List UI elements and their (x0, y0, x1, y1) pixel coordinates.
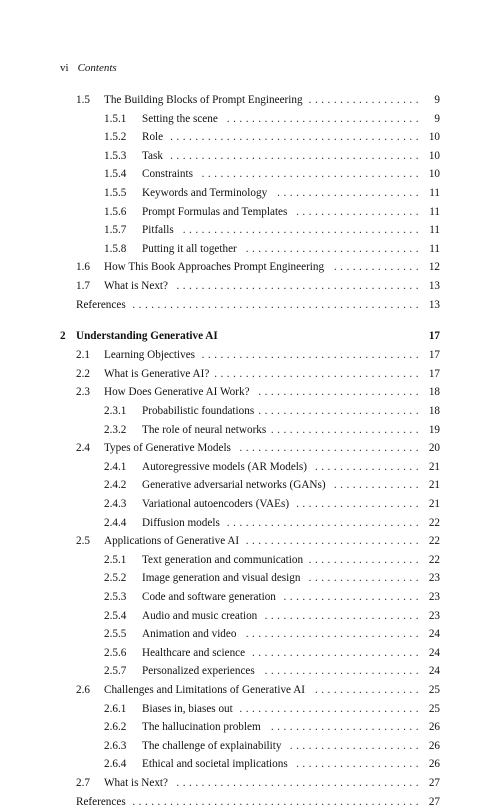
toc-entry-number: 2.4 (76, 442, 90, 455)
toc-entry-number: 2.4.4 (104, 516, 127, 529)
dot-leader: .............................................. (132, 298, 422, 311)
toc-entry-title: Healthcare and science (142, 646, 246, 659)
toc-entry-number: 2.5.1 (104, 553, 127, 566)
toc-entry-title: Generative adversarial networks (GANs) (142, 479, 326, 492)
toc-entry[interactable] (0, 755, 500, 774)
toc-entry-title: Challenges and Limitations of Generative AI (104, 684, 306, 696)
toc-entry[interactable] (0, 662, 500, 681)
dot-leader: .................. (308, 572, 422, 585)
toc-entry-title: References (76, 298, 126, 311)
page-folio: vi (60, 62, 69, 74)
toc-entry-number: 2.6.2 (104, 721, 127, 734)
toc-entry[interactable] (0, 700, 500, 719)
toc-entry-number: 2.6.1 (104, 702, 127, 715)
toc-entry-number: 2.7 (76, 777, 90, 789)
toc-entry[interactable] (0, 532, 500, 551)
toc-page-number: 21 (428, 498, 440, 510)
toc-page-number: 18 (428, 386, 440, 399)
toc-page-number: 23 (428, 609, 440, 622)
toc-entry-number: 2.5 (76, 535, 90, 548)
toc-entry-number: 1.5.2 (104, 131, 127, 144)
toc-page-number: 21 (428, 479, 440, 492)
dot-leader: ....................................... (176, 777, 422, 789)
toc-entry-title: Code and software generation (142, 591, 276, 603)
dot-leader: ............................. (239, 702, 422, 715)
toc-entry[interactable] (0, 458, 500, 477)
toc-chapter-entry[interactable] (0, 327, 500, 346)
toc-entry[interactable] (0, 551, 500, 570)
toc-entry-number: 1.5 (76, 94, 90, 106)
dot-leader: ............................... (226, 516, 422, 529)
toc-entry[interactable] (0, 240, 500, 259)
toc-entry-title: Pitfalls (142, 224, 174, 237)
dot-leader: ................................... (201, 349, 422, 362)
toc-entry-number: 1.5.4 (104, 168, 127, 181)
toc-page-number: 21 (428, 460, 440, 473)
toc-page-number: 22 (428, 553, 440, 566)
toc-entry-number: 2.5.7 (104, 665, 127, 678)
toc-entry[interactable] (0, 644, 500, 663)
toc-entry[interactable] (0, 383, 500, 402)
toc-entry[interactable] (0, 718, 500, 737)
toc-entry-title: Text generation and communication (142, 553, 304, 566)
toc-entry-title: Biases in, biases out (142, 702, 233, 715)
toc-entry[interactable] (0, 203, 500, 222)
dot-leader: ................................. (214, 367, 422, 380)
dot-leader: .................... (296, 498, 422, 510)
toc-page-number: 24 (428, 646, 440, 659)
dot-leader: ................. (314, 684, 422, 696)
toc-entry-number: 2.4.1 (104, 460, 127, 473)
toc-entry-number: 1.5.7 (104, 224, 127, 237)
toc-entry[interactable] (0, 346, 500, 365)
dot-leader: ................................... (201, 168, 422, 181)
toc-entry-title: Role (142, 131, 164, 144)
toc-page-number: 22 (428, 535, 440, 548)
toc-entry-title: Diffusion models (142, 516, 220, 529)
toc-entry-number: 1.5.8 (104, 242, 127, 255)
toc-entry[interactable] (0, 476, 500, 495)
toc-entry-number: 2.5.6 (104, 646, 127, 659)
dot-leader: ............................ (245, 535, 422, 548)
dot-leader: ........................... (251, 646, 422, 659)
toc-page-number: 26 (428, 739, 440, 752)
toc-entry[interactable] (0, 258, 500, 277)
toc-entry-title: How This Book Approaches Prompt Engineering (104, 261, 325, 274)
toc-page-number: 27 (428, 795, 440, 808)
toc-entry-number: 1.5.6 (104, 205, 127, 218)
toc-entry-title: Prompt Formulas and Templates (142, 205, 288, 218)
toc-entry-title: What is Next? (104, 280, 168, 292)
toc-page-number: 13 (428, 280, 440, 292)
toc-page-number: 25 (428, 684, 440, 696)
toc-page-number: 10 (428, 131, 440, 144)
toc-entry-title: The hallucination problem (142, 721, 261, 734)
toc-page-number: 26 (428, 758, 440, 771)
toc-page-number: 19 (428, 423, 440, 436)
toc-page-number: 27 (428, 777, 440, 789)
dot-leader: .................... (296, 205, 422, 218)
dot-leader: .................. (308, 94, 422, 106)
toc-entry-title: References (76, 795, 126, 808)
toc-entry-title: The role of neural networks (142, 423, 267, 436)
toc-page-number: 24 (428, 665, 440, 678)
toc-entry-title: Autoregressive models (AR Models) (142, 460, 307, 473)
toc-page-number: 18 (428, 405, 440, 417)
toc-page-number: 11 (429, 205, 440, 218)
dot-leader: .............. (333, 479, 422, 492)
toc-entry-title: Image generation and visual design (142, 572, 301, 585)
toc-entry-title: Putting it all together (142, 242, 237, 255)
toc-entry-number: 2.4.2 (104, 479, 127, 492)
toc-entry[interactable] (0, 221, 500, 240)
dot-leader: ......................... (264, 665, 422, 678)
toc-page-number: 17 (428, 330, 440, 343)
toc-entry[interactable] (0, 184, 500, 203)
toc-references-entry[interactable] (0, 793, 500, 812)
toc-entry-number: 1.7 (76, 280, 90, 292)
toc-page-number: 9 (434, 112, 440, 125)
toc-entry-number: 2.2 (76, 367, 90, 380)
toc-entry[interactable] (0, 421, 500, 440)
dot-leader: ........................................ (170, 149, 422, 162)
toc-page-number: 17 (428, 367, 440, 380)
toc-entry-title: Ethical and societal implications (142, 758, 288, 771)
toc-entry-title: The Building Blocks of Prompt Engineering (104, 94, 303, 106)
dot-leader: .......................... (258, 386, 422, 399)
toc-page-number: 23 (428, 572, 440, 585)
toc-entry-title: Probabilistic foundations (142, 405, 255, 417)
toc-entry-title: The challenge of explainability (142, 739, 282, 752)
dot-leader: ...................... (283, 591, 422, 603)
toc-page-number: 17 (428, 349, 440, 362)
dot-leader: ....................................... (176, 280, 422, 292)
toc-entry[interactable] (0, 91, 500, 110)
toc-entry-title: Task (142, 149, 163, 162)
toc-entry-number: 2.3 (76, 386, 90, 399)
toc-entry[interactable] (0, 402, 500, 421)
dot-leader: .................. (308, 553, 422, 566)
toc-entry-number: 2.1 (76, 349, 90, 362)
toc-page-number: 11 (429, 187, 440, 199)
dot-leader: ............................. (239, 442, 422, 455)
toc-entry-title: Variational autoencoders (VAEs) (142, 498, 290, 510)
toc-entry[interactable] (0, 365, 500, 384)
toc-entry-title: Setting the scene (142, 112, 218, 125)
dot-leader: ............................ (245, 242, 422, 255)
dot-leader: ......................... (264, 609, 422, 622)
toc-entry[interactable] (0, 128, 500, 147)
toc-entry-number: 2.3.1 (104, 405, 127, 417)
toc-entry-title: Types of Generative Models (104, 442, 231, 455)
toc-page-number: 11 (429, 224, 440, 237)
toc-entry[interactable] (0, 681, 500, 700)
toc-entry[interactable] (0, 439, 500, 458)
toc-entry-number: 2.4.3 (104, 498, 127, 510)
toc-entry-title: Applications of Generative AI (104, 535, 240, 548)
toc-page-number: 12 (428, 261, 440, 274)
dot-leader: ........................................ (170, 131, 422, 144)
toc-entry-title: Audio and music creation (142, 609, 258, 622)
toc-page-number: 10 (428, 168, 440, 181)
toc-entry[interactable] (0, 588, 500, 607)
toc-entry[interactable] (0, 495, 500, 514)
toc-entry[interactable] (0, 277, 500, 296)
toc-entry-number: 2 (60, 330, 66, 343)
toc-page-number: 23 (428, 591, 440, 603)
toc-entry-number: 1.5.5 (104, 187, 127, 199)
toc-entry-title: Understanding Generative AI (76, 330, 218, 343)
toc-entry[interactable] (0, 110, 500, 129)
dot-leader: ..................... (289, 739, 422, 752)
dot-leader: .............. (333, 261, 422, 274)
toc-entry[interactable] (0, 607, 500, 626)
toc-page-number: 11 (429, 242, 440, 255)
dot-leader: .................... (296, 758, 422, 771)
dot-leader: ....................... (277, 187, 422, 199)
toc-entry-number: 2.5.3 (104, 591, 127, 603)
dot-leader: ............................... (226, 112, 422, 125)
dot-leader: ................. (314, 460, 422, 473)
toc-entry-number: 2.6.4 (104, 758, 127, 771)
toc-entry-number: 1.5.3 (104, 149, 127, 162)
toc-entry-number: 2.3.2 (104, 423, 127, 436)
toc-entry-number: 2.6.3 (104, 739, 127, 752)
toc-entry-number: 1.6 (76, 261, 90, 274)
toc-page-number: 26 (428, 721, 440, 734)
dot-leader: ........................ (270, 721, 422, 734)
toc-entry-title: Keywords and Terminology (142, 187, 268, 199)
toc-entry-title: Learning Objectives (104, 349, 196, 362)
toc-page-number: 20 (428, 442, 440, 455)
toc-entry[interactable] (0, 569, 500, 588)
toc-page-number: 10 (428, 149, 440, 162)
toc-entry-title: What is Next? (104, 777, 168, 789)
toc-entry-title: What is Generative AI? (104, 367, 210, 380)
toc-entry-number: 2.5.2 (104, 572, 127, 585)
toc-entry[interactable] (0, 147, 500, 166)
toc-entry-number: 2.5.5 (104, 628, 127, 641)
toc-entry-title: Personalized experiences (142, 665, 255, 678)
running-head-title: Contents (77, 62, 117, 74)
dot-leader: ........................ (270, 423, 422, 436)
toc-references-entry[interactable] (0, 296, 500, 315)
toc-entry-title: Constraints (142, 168, 193, 181)
dot-leader: ...................................... (182, 224, 422, 237)
toc-entry[interactable] (0, 165, 500, 184)
dot-leader: .............................................. (132, 795, 422, 808)
toc-page-number: 9 (434, 94, 440, 106)
running-head (60, 61, 117, 75)
toc-page-number: 24 (428, 628, 440, 641)
dot-leader: ............................ (245, 628, 422, 641)
toc-page-number: 13 (428, 298, 440, 311)
toc-entry-number: 2.6 (76, 684, 90, 696)
dot-leader: .......................... (258, 405, 422, 417)
toc-entry[interactable] (0, 774, 500, 793)
toc-entry-number: 1.5.1 (104, 112, 127, 125)
toc-entry[interactable] (0, 514, 500, 533)
toc-entry[interactable] (0, 625, 500, 644)
toc-page-number: 22 (428, 516, 440, 529)
toc-entry-title: Animation and video (142, 628, 237, 641)
toc-page-number: 25 (428, 702, 440, 715)
toc-entry[interactable] (0, 737, 500, 756)
toc-entry-number: 2.5.4 (104, 609, 127, 622)
toc-entry-title: How Does Generative AI Work? (104, 386, 250, 399)
